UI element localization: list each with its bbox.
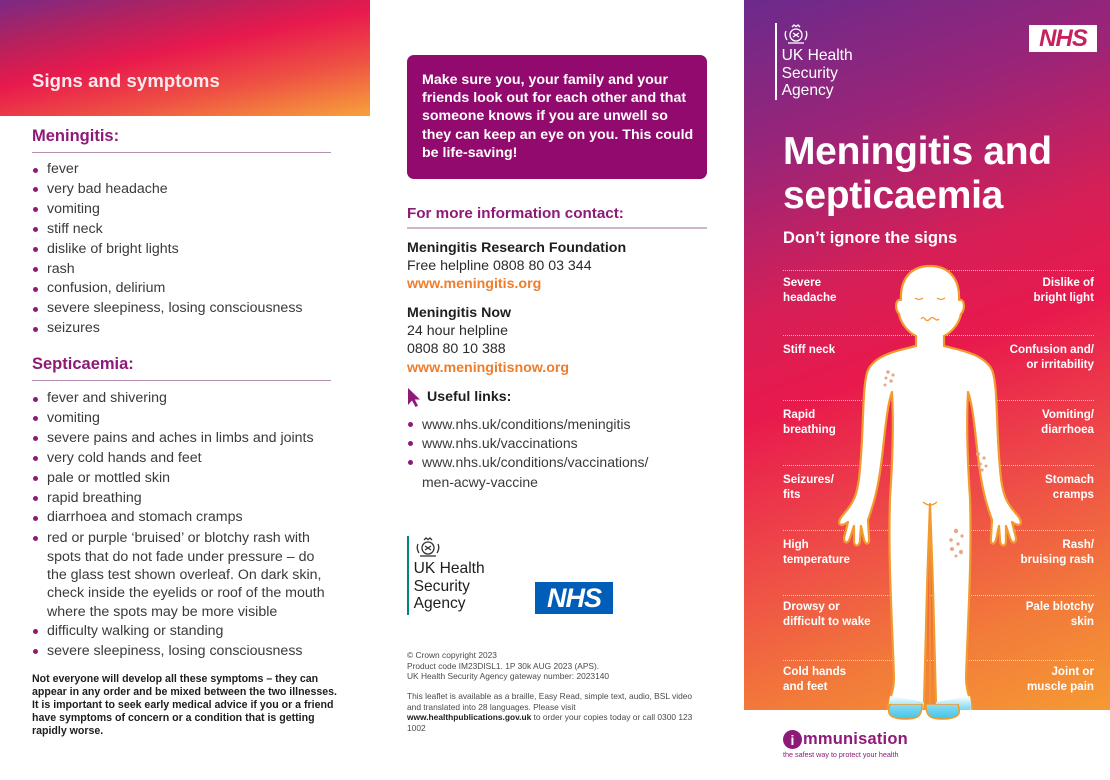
nhs-logo: NHS xyxy=(535,582,613,614)
useful-links-heading xyxy=(407,387,511,407)
symptom-high-temperature: High temperature xyxy=(783,538,851,566)
symptom-stiff-neck: Stiff neck xyxy=(783,343,836,356)
list-item: fever and shivering xyxy=(32,389,332,409)
immunisation-logo xyxy=(783,730,908,759)
look-out-callout: Make sure you, your family and your friends look out for each other and that someone knows if you are unwell so they can keep an eye on you. This could be life-saving! xyxy=(407,55,707,179)
list-item: rash xyxy=(32,260,332,280)
org-meningitis-now xyxy=(407,304,569,377)
feet-illustration xyxy=(886,704,962,724)
cover-subtitle: Don’t ignore the signs xyxy=(783,229,958,247)
org-helpline-label: 24 hour helpline xyxy=(407,323,508,340)
symptom-drowsy: Drowsy or difficult to wake xyxy=(783,600,871,628)
ukhsa-line: UK Health xyxy=(413,560,485,577)
symptom-rash: Rash/ bruising rash xyxy=(1020,538,1094,566)
org-website-link[interactable]: www.meningitisnow.org xyxy=(407,359,570,376)
availability-text-end: to order your copies today or call 0300 123 1002 xyxy=(407,712,693,734)
availability-block xyxy=(407,691,697,734)
list-item: diarrhoea and stomach cramps xyxy=(32,508,332,528)
useful-link[interactable]: www.nhs.uk/conditions/meningitis xyxy=(407,415,707,434)
cover-title xyxy=(783,130,1052,218)
symptom-seizures: Seizures/ fits xyxy=(783,473,834,501)
symptom-severe-headache: Severe headache xyxy=(783,276,837,304)
useful-links-list xyxy=(407,415,707,492)
signs-header-title: Signs and symptoms xyxy=(32,70,220,91)
list-item: difficulty walking or standing xyxy=(32,622,332,642)
list-item: vomiting xyxy=(32,200,332,220)
list-item: vomiting xyxy=(32,409,332,429)
copyright-block xyxy=(407,650,697,682)
list-item: dislike of bright lights xyxy=(32,240,332,260)
org-meningitis-research-foundation xyxy=(407,239,626,294)
list-item: confusion, delirium xyxy=(32,279,332,299)
human-body-illustration xyxy=(830,258,1030,710)
ukhsa-wordmark xyxy=(782,47,853,100)
list-item: severe sleepiness, losing consciousness xyxy=(32,642,332,662)
septicaemia-symptom-list xyxy=(32,389,332,662)
immunisation-wordmark: mmunisation xyxy=(803,730,908,748)
ukhsa-wordmark xyxy=(414,560,485,613)
list-item: fever xyxy=(32,160,332,180)
signs-header-banner xyxy=(0,0,370,116)
symptom-pale-blotchy-skin: Pale blotchy skin xyxy=(1025,600,1094,628)
royal-crest-icon xyxy=(414,536,442,560)
gateway-number-line: UK Health Security Agency gateway number: 2023140 xyxy=(407,671,610,682)
list-item: stiff neck xyxy=(32,220,332,240)
ukhsa-logo xyxy=(407,536,485,615)
health-publications-link[interactable]: www.healthpublications.gov.uk xyxy=(407,712,532,723)
list-item: very bad headache xyxy=(32,180,332,200)
list-item: seizures xyxy=(32,319,332,339)
org-helpline: Free helpline 0808 80 03 344 xyxy=(407,258,592,275)
septicaemia-heading: Septicaemia: xyxy=(32,355,331,381)
royal-crest-icon xyxy=(782,23,810,47)
symptom-stomach-cramps: Stomach cramps xyxy=(1045,473,1094,501)
symptom-confusion: Confusion and/ or irritability xyxy=(1009,343,1094,371)
useful-link[interactable]: www.nhs.uk/vaccinations xyxy=(407,434,707,453)
ukhsa-line: Security xyxy=(781,64,838,82)
symptom-rapid-breathing: Rapid breathing xyxy=(783,408,836,436)
symptom-dislike-bright-light: Dislike of bright light xyxy=(1033,276,1094,304)
cover-nhs-logo: NHS xyxy=(1029,25,1097,52)
list-item: very cold hands and feet xyxy=(32,449,332,469)
contact-heading: For more information contact: xyxy=(407,205,707,229)
symptom-joint-muscle-pain: Joint or muscle pain xyxy=(1026,665,1094,693)
org-name: Meningitis Now xyxy=(407,305,512,321)
useful-links-label: Useful links: xyxy=(427,389,512,405)
cover-ukhsa-logo xyxy=(775,23,853,100)
product-code-line: Product code IM23DISL1. 1P 30k AUG 2023 (APS). xyxy=(407,660,600,671)
immunisation-tagline: the safest way to protect your health xyxy=(783,750,899,759)
cover-panel xyxy=(744,0,1110,710)
org-helpline-number: 0808 80 10 388 xyxy=(407,341,506,358)
ukhsa-line: UK Health xyxy=(781,47,853,64)
ukhsa-line: Security xyxy=(413,577,470,595)
list-item: severe sleepiness, losing consciousness xyxy=(32,299,332,319)
title-line: septicaemia xyxy=(783,174,1003,217)
ukhsa-line: Agency xyxy=(781,82,834,100)
list-item: rapid breathing xyxy=(32,489,332,509)
availability-text: This leaflet is available as a braille, Easy Read, simple text, audio, BSL video and translated into 28 languages. Please visit xyxy=(407,691,693,712)
cursor-arrow-icon xyxy=(407,387,421,407)
title-line: Meningitis and xyxy=(783,130,1052,173)
meningitis-symptom-list xyxy=(32,160,332,339)
org-website-link[interactable]: www.meningitis.org xyxy=(407,276,542,293)
meningitis-heading: Meningitis: xyxy=(32,127,331,153)
list-item: red or purple ‘bruised’ or blotchy rash with spots that do not fade under pressure – do the glass test shown overleaf. On dark skin, check inside the eyelids or roof of the mouth where the spots may be more visible xyxy=(32,528,332,621)
symptom-vomiting-diarrhoea: Vomiting/ diarrhoea xyxy=(1041,408,1094,436)
symptoms-note: Not everyone will develop all these symptoms – they can appear in any order and be mixed between the two illnesses. It is important to seek early medical advice if you or a friend have symptoms of concern or a condition that is getting rapidly worse. xyxy=(32,673,337,738)
useful-link[interactable]: www.nhs.uk/conditions/vaccinations/ men-acwy-vaccine xyxy=(407,453,672,491)
ukhsa-line: Agency xyxy=(413,595,466,613)
list-item: pale or mottled skin xyxy=(32,469,332,489)
org-name: Meningitis Research Foundation xyxy=(407,240,627,256)
list-item: severe pains and aches in limbs and joints xyxy=(32,429,332,449)
immunisation-i-icon: i xyxy=(783,730,802,749)
symptom-cold-hands-feet: Cold hands and feet xyxy=(783,665,847,693)
copyright-line: © Crown copyright 2023 xyxy=(407,650,497,660)
